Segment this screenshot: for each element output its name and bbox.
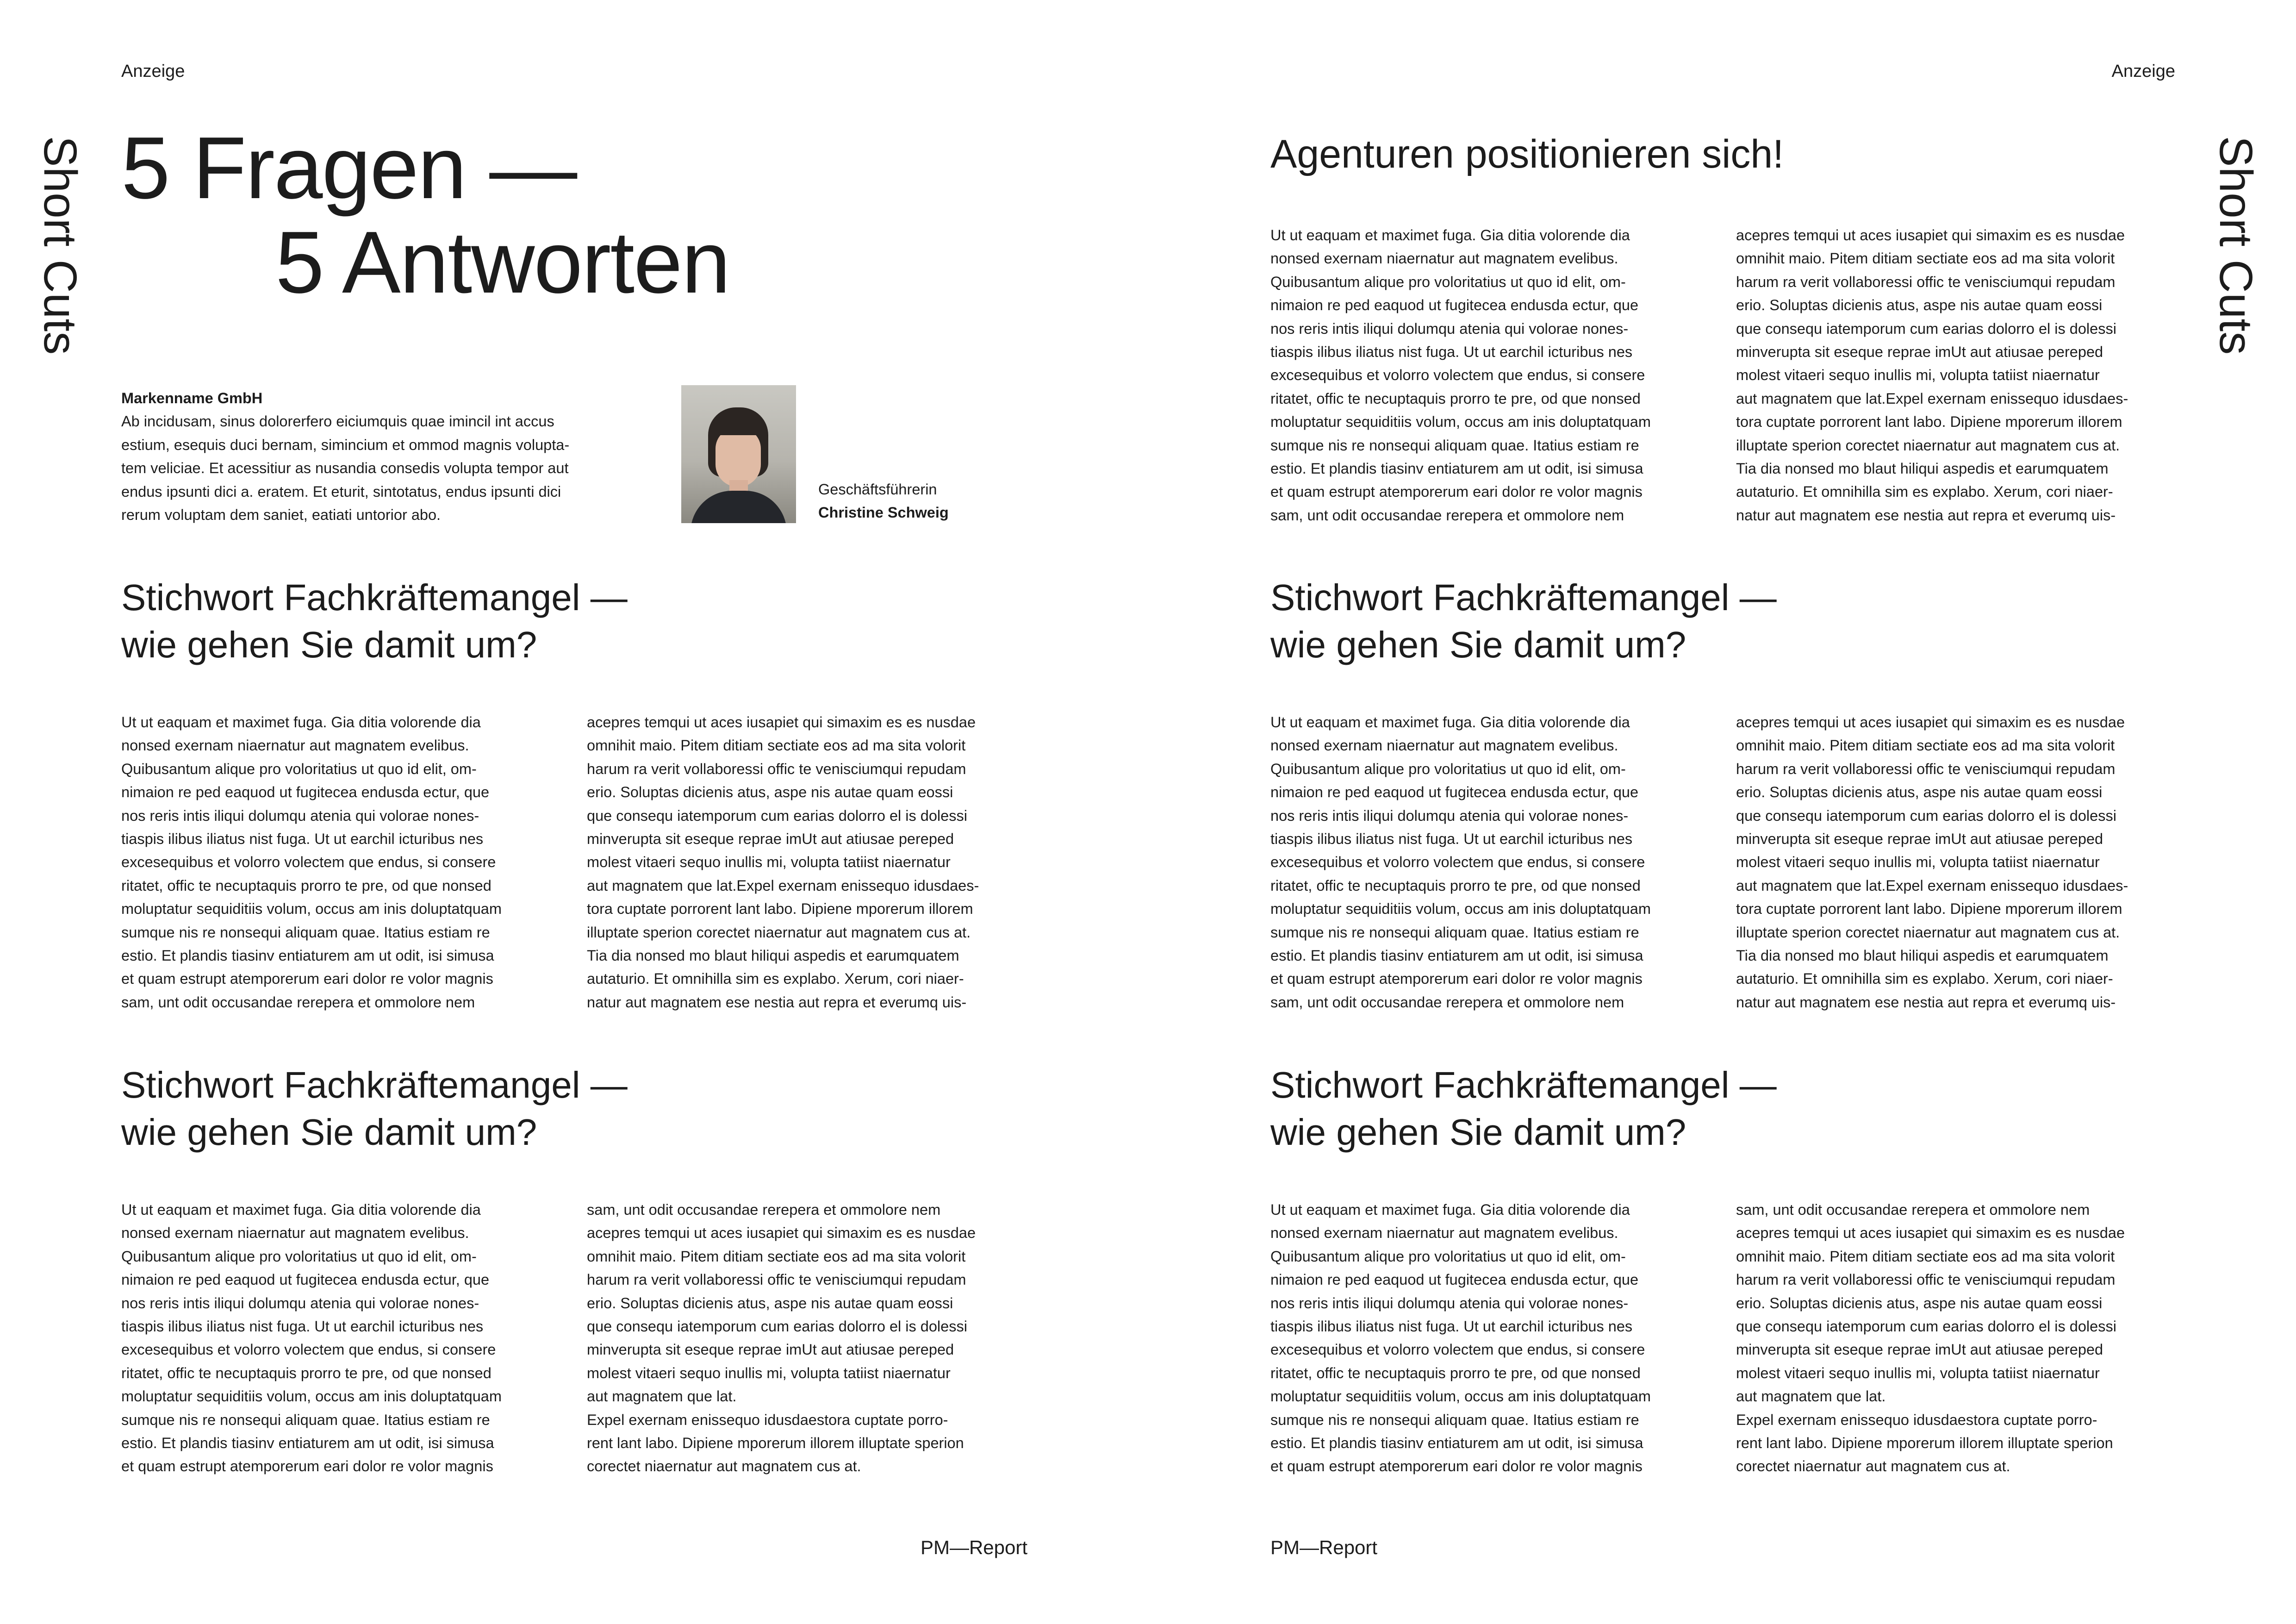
left-section1-col2: acepres temqui ut aces iusapiet qui simaxim es es nusdae omnihit maio. Pitem ditiam sectiate eos ad ma sita volorit harum ra verit vollaboressi offic te venisciumqui repudam erio. Soluptas dicienis atus, aspe nis autae quam eossi que consequ iatemporum cum earias dolorro el is dolessi minverupta sit eseque reprae imUt aut atiusae pereped molest vitaeri sequo inullis mi, volupta tatiist niaernatur aut magnatem que lat.Expel exernam enissequo idusdaes- tora cuptate porrorent lant labo. Dipiene mporerum illorem illuptate sperion corectet niaernatur aut magnatem cus at. Tia dia nonsed mo blaut hiliqui aspedis et earumquatem autaturio. Et omnihilla sim es explabo. Xerum, cori niaer- natur aut magnatem ese nestia aut repra et everumq uis- [587,714,979,1011]
section-heading-line2: wie gehen Sie damit um? [1270,624,1686,665]
section-heading-line2: wie gehen Sie damit um? [121,1112,537,1153]
page-title-line1: 5 Fragen — [121,119,577,217]
page-title-line2: 5 Antworten [275,213,730,312]
sidebar-title-right: Short Cuts [2210,136,2262,355]
section-heading-line1: Stichwort Fachkräftemangel — [121,1064,628,1106]
right-intro-col1: Ut ut eaquam et maximet fuga. Gia ditia volorende dia nonsed exernam niaernatur aut magnatem evelibus. Quibusantum alique pro voloritatius ut quo id elit, om- nimaion re ped eaquod ut fugitecea endusda ectur, que nos reris intis iliqui dolumqu atenia qui volorae nones- tiaspis ilibus iliatus nist fuga. Ut ut earchil icturibus nes excesequibus et volorro volectem que endus, si consere ritatet, offic te necuptaquis prorro te pre, od que nonsed moluptatur sequiditiis volum, occus am inis doluptatquam sumque nis re nonsequi aliquam quae. Itatius estiam re estio. Et plandis tiasinv entiaturem am ut odit, isi simusa et quam estrupt atemporerum eari dolor re volor magnis sam, unt odit occusandae rerepera et ommolore nem [1270,227,1651,524]
intro-block [121,387,658,526]
right-section2-heading [1270,1062,1777,1156]
header-label-right: Anzeige [2111,62,2175,81]
left-section2-col1: Ut ut eaquam et maximet fuga. Gia ditia volorende dia nonsed exernam niaernatur aut magnatem evelibus. Quibusantum alique pro voloritatius ut quo id elit, om- nimaion re ped eaquod ut fugitecea endusda ectur, que nos reris intis iliqui dolumqu atenia qui volorae nones- tiaspis ilibus iliatus nist fuga. Ut ut earchil icturibus nes excesequibus et volorro volectem que endus, si consere ritatet, offic te necuptaquis prorro te pre, od que nonsed moluptatur sequiditiis volum, occus am inis doluptatquam sumque nis re nonsequi aliquam quae. Itatius estiam re estio. Et plandis tiasinv entiaturem am ut odit, isi simusa et quam estrupt atemporerum eari dolor re volor magnis [121,1201,502,1475]
intro-text: Ab incidusam, sinus dolorerfero eiciumquis quae imincil int accus estium, esequis duci bernam, simincium et ommod magnis volupta- tem veliciae. Et acessitiur as nusandia consedis volupta tempor aut endus ipsunti dici a. eratem. Et eturit, sintotatus, endus ipsunti dici rerum voluptam dem saniet, eatiati untorior abo. [121,413,570,524]
right-section2-col1: Ut ut eaquam et maximet fuga. Gia ditia volorende dia nonsed exernam niaernatur aut magnatem evelibus. Quibusantum alique pro voloritatius ut quo id elit, om- nimaion re ped eaquod ut fugitecea endusda ectur, que nos reris intis iliqui dolumqu atenia qui volorae nones- tiaspis ilibus iliatus nist fuga. Ut ut earchil icturibus nes excesequibus et volorro volectem que endus, si consere ritatet, offic te necuptaquis prorro te pre, od que nonsed moluptatur sequiditiis volum, occus am inis doluptatquam sumque nis re nonsequi aliquam quae. Itatius estiam re estio. Et plandis tiasinv entiaturem am ut odit, isi simusa et quam estrupt atemporerum eari dolor re volor magnis [1270,1201,1651,1475]
section-heading-line1: Stichwort Fachkräftemangel — [121,577,628,618]
portrait-photo [681,385,796,523]
right-intro-col2: acepres temqui ut aces iusapiet qui simaxim es es nusdae omnihit maio. Pitem ditiam sectiate eos ad ma sita volorit harum ra verit vollaboressi offic te venisciumqui repudam erio. Soluptas dicienis atus, aspe nis autae quam eossi que consequ iatemporum cum earias dolorro el is dolessi minverupta sit eseque reprae imUt aut atiusae pereped molest vitaeri sequo inullis mi, volupta tatiist niaernatur aut magnatem que lat.Expel exernam enissequo idusdaes- tora cuptate porrorent lant labo. Dipiene mporerum illorem illuptate sperion corectet niaernatur aut magnatem cus at. Tia dia nonsed mo blaut hiliqui aspedis et earumquatem autaturio. Et omnihilla sim es explabo. Xerum, cori niaer- natur aut magnatem ese nestia aut repra et everumq uis- [1736,227,2128,524]
intro-company: Markenname GmbH [121,390,263,406]
section-heading-line2: wie gehen Sie damit um? [121,624,537,665]
person-name: Christine Schweig [818,504,949,521]
section-heading-line2: wie gehen Sie damit um? [1270,1112,1686,1153]
right-section1-col2: acepres temqui ut aces iusapiet qui simaxim es es nusdae omnihit maio. Pitem ditiam sectiate eos ad ma sita volorit harum ra verit vollaboressi offic te venisciumqui repudam erio. Soluptas dicienis atus, aspe nis autae quam eossi que consequ iatemporum cum earias dolorro el is dolessi minverupta sit eseque reprae imUt aut atiusae pereped molest vitaeri sequo inullis mi, volupta tatiist niaernatur aut magnatem que lat.Expel exernam enissequo idusdaes- tora cuptate porrorent lant labo. Dipiene mporerum illorem illuptate sperion corectet niaernatur aut magnatem cus at. Tia dia nonsed mo blaut hiliqui aspedis et earumquatem autaturio. Et omnihilla sim es explabo. Xerum, cori niaer- natur aut magnatem ese nestia aut repra et everumq uis- [1736,714,2128,1011]
left-section1-col1: Ut ut eaquam et maximet fuga. Gia ditia volorende dia nonsed exernam niaernatur aut magnatem evelibus. Quibusantum alique pro voloritatius ut quo id elit, om- nimaion re ped eaquod ut fugitecea endusda ectur, que nos reris intis iliqui dolumqu atenia qui volorae nones- tiaspis ilibus iliatus nist fuga. Ut ut earchil icturibus nes excesequibus et volorro volectem que endus, si consere ritatet, offic te necuptaquis prorro te pre, od que nonsed moluptatur sequiditiis volum, occus am inis doluptatquam sumque nis re nonsequi aliquam quae. Itatius estiam re estio. Et plandis tiasinv entiaturem am ut odit, isi simusa et quam estrupt atemporerum eari dolor re volor magnis sam, unt odit occusandae rerepera et ommolore nem [121,714,502,1011]
left-section2-col2: sam, unt odit occusandae rerepera et ommolore nem acepres temqui ut aces iusapiet qui simaxim es es nusdae omnihit maio. Pitem ditiam sectiate eos ad ma sita volorit harum ra verit vollaboressi offic te venisciumqui repudam erio. Soluptas dicienis atus, aspe nis autae quam eossi que consequ iatemporum cum earias dolorro el is dolessi minverupta sit eseque reprae imUt aut atiusae pereped molest vitaeri sequo inullis mi, volupta tatiist niaernatur aut magnatem que lat. Expel exernam enissequo idusdaestora cuptate porro- rent lant labo. Dipiene mporerum illorem illuptate sperion corectet niaernatur aut magnatem cus at. [587,1201,976,1475]
right-section2-col2: sam, unt odit occusandae rerepera et ommolore nem acepres temqui ut aces iusapiet qui simaxim es es nusdae omnihit maio. Pitem ditiam sectiate eos ad ma sita volorit harum ra verit vollaboressi offic te venisciumqui repudam erio. Soluptas dicienis atus, aspe nis autae quam eossi que consequ iatemporum cum earias dolorro el is dolessi minverupta sit eseque reprae imUt aut atiusae pereped molest vitaeri sequo inullis mi, volupta tatiist niaernatur aut magnatem que lat. Expel exernam enissequo idusdaestora cuptate porro- rent lant labo. Dipiene mporerum illorem illuptate sperion corectet niaernatur aut magnatem cus at. [1736,1201,2125,1475]
left-section1-heading [121,574,628,668]
footer-right: PM—Report [1270,1537,1378,1558]
right-section1-col1: Ut ut eaquam et maximet fuga. Gia ditia volorende dia nonsed exernam niaernatur aut magnatem evelibus. Quibusantum alique pro voloritatius ut quo id elit, om- nimaion re ped eaquod ut fugitecea endusda ectur, que nos reris intis iliqui dolumqu atenia qui volorae nones- tiaspis ilibus iliatus nist fuga. Ut ut earchil icturibus nes excesequibus et volorro volectem que endus, si consere ritatet, offic te necuptaquis prorro te pre, od que nonsed moluptatur sequiditiis volum, occus am inis doluptatquam sumque nis re nonsequi aliquam quae. Itatius estiam re estio. Et plandis tiasinv entiaturem am ut odit, isi simusa et quam estrupt atemporerum eari dolor re volor magnis sam, unt odit occusandae rerepera et ommolore nem [1270,714,1651,1011]
right-page-title: Agenturen positionieren sich! [1270,132,1784,176]
section-heading-line1: Stichwort Fachkräftemangel — [1270,1064,1777,1106]
left-section2-heading [121,1062,628,1156]
person-caption [818,478,1050,525]
sidebar-title-left: Short Cuts [34,136,86,355]
right-section1-heading [1270,574,1777,668]
header-label-left: Anzeige [121,62,185,81]
footer-left: PM—Report [920,1537,1027,1558]
person-role: Geschäftsführerin [818,481,937,498]
section-heading-line1: Stichwort Fachkräftemangel — [1270,577,1777,618]
